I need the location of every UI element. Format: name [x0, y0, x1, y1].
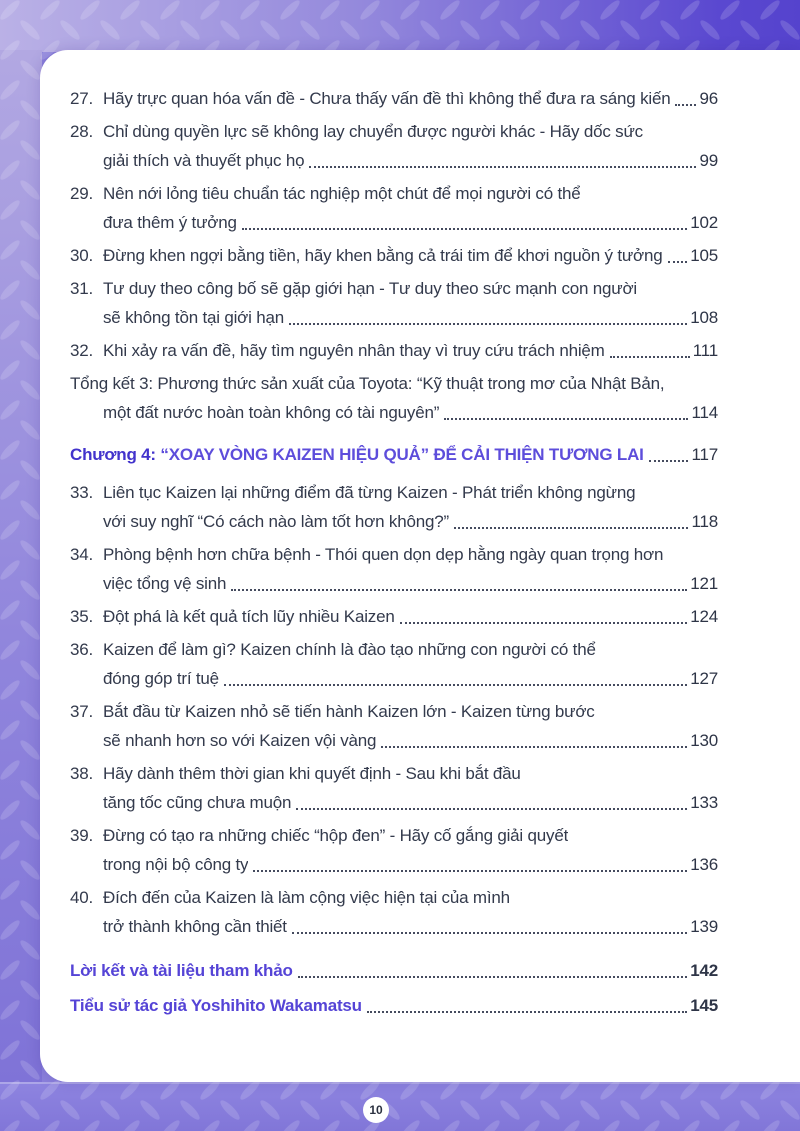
toc-page-number: 96: [699, 89, 718, 108]
dot-leader: [242, 228, 688, 230]
toc-page-number: 108: [690, 308, 718, 327]
toc-page-number: 145: [690, 996, 718, 1015]
toc-entry-line: Liên tục Kaizen lại những điểm đã từng Kaizen - Phát triển không ngừng: [103, 483, 636, 502]
toc-entry-number: 36.: [70, 640, 94, 659]
toc-entry-number: 30.: [70, 246, 94, 265]
dot-leader: [367, 1011, 687, 1013]
dot-leader: [296, 808, 687, 810]
dot-leader: [224, 684, 687, 686]
toc-entry: [70, 821, 718, 879]
toc-entry-line: Chỉ dùng quyền lực sẽ không lay chuyển được người khác - Hãy dốc sức: [103, 122, 643, 141]
toc-entry: [70, 117, 718, 175]
toc-entry-line: Tiểu sử tác giả Yoshihito Wakamatsu 145: [70, 991, 718, 1020]
toc-entry: [70, 274, 718, 332]
toc-page-number: 111: [692, 341, 718, 360]
toc-entry-line: việc tổng vệ sinh 121: [103, 569, 718, 598]
dot-leader: [610, 356, 690, 358]
toc-entry-line: đóng góp trí tuệ 127: [103, 664, 718, 693]
toc-entry-line: Kaizen để làm gì? Kaizen chính là đào tạo những con người có thể: [103, 640, 596, 659]
toc-page-number: 136: [690, 855, 718, 874]
toc-entry: [70, 179, 718, 237]
toc-entry-line: Tư duy theo công bố sẽ gặp giới hạn - Tư duy theo sức mạnh con người: [103, 279, 637, 298]
toc-entry: [70, 478, 718, 536]
toc-entry: [70, 759, 718, 817]
toc-entry-line: Hãy trực quan hóa vấn đề - Chưa thấy vấn đề thì không thể đưa ra sáng kiến 96: [103, 84, 718, 113]
toc-entry: [70, 241, 718, 270]
toc-entry-line: Tổng kết 3: Phương thức sản xuất của Toyota: “Kỹ thuật trong mơ của Nhật Bản,: [70, 374, 665, 393]
toc-page-number: 130: [690, 731, 718, 750]
dot-leader: [444, 418, 688, 420]
book-page: [40, 50, 800, 1082]
toc-entry-number: 29.: [70, 184, 94, 203]
dot-leader: [231, 589, 687, 591]
toc-entry-line: Lời kết và tài liệu tham khảo 142: [70, 956, 718, 985]
toc-entry-line: sẽ nhanh hơn so với Kaizen vội vàng 130: [103, 726, 718, 755]
toc-entry-line: sẽ không tồn tại giới hạn 108: [103, 303, 718, 332]
dot-leader: [298, 976, 688, 978]
toc-entry: [70, 369, 718, 427]
dot-leader: [675, 104, 696, 106]
toc-page-number: 114: [691, 403, 718, 422]
toc-page-number: 139: [690, 917, 718, 936]
toc-entry-number: 27.: [70, 89, 94, 108]
table-of-contents: [40, 50, 800, 1024]
toc-entry: [70, 84, 718, 113]
toc-page-number: 117: [691, 445, 718, 464]
toc-entry-number: 33.: [70, 483, 94, 502]
toc-entry-number: 37.: [70, 702, 94, 721]
toc-entry-line: Khi xảy ra vấn đề, hãy tìm nguyên nhân thay vì truy cứu trách nhiệm 111: [103, 336, 718, 365]
toc-entry-line: Đừng có tạo ra những chiếc “hộp đen” - Hãy cố gắng giải quyết: [103, 826, 569, 845]
toc-entry: [70, 956, 718, 985]
toc-page-number: 118: [691, 512, 718, 531]
toc-entry-line: Bắt đầu từ Kaizen nhỏ sẽ tiến hành Kaizen lớn - Kaizen từng bước: [103, 702, 595, 721]
toc-entry: [70, 883, 718, 941]
dot-leader: [454, 527, 689, 529]
toc-entry-line: Hãy dành thêm thời gian khi quyết định - Sau khi bắt đầu: [103, 764, 521, 783]
toc-entry-number: 28.: [70, 122, 94, 141]
toc-entry-line: [70, 440, 718, 469]
dot-leader: [668, 261, 688, 263]
toc-entry: [70, 635, 718, 693]
toc-entry: [70, 697, 718, 755]
chapter-label: Chương 4:: [70, 445, 161, 464]
toc-entry-line: trở thành không cần thiết 139: [103, 912, 718, 941]
toc-entry-number: 35.: [70, 607, 94, 626]
toc-page-number: 121: [690, 574, 718, 593]
toc-entry: [70, 540, 718, 598]
toc-page-number: 142: [690, 961, 718, 980]
toc-entry: [70, 991, 718, 1020]
toc-entry-line: Nên nới lỏng tiêu chuẩn tác nghiệp một chút để mọi người có thể: [103, 184, 581, 203]
toc-entry-number: 34.: [70, 545, 94, 564]
toc-page-number: 99: [699, 151, 718, 170]
toc-entry-line: đưa thêm ý tưởng 102: [103, 208, 718, 237]
toc-page-number: 105: [690, 246, 718, 265]
toc-entry-number: 31.: [70, 279, 94, 298]
toc-entry-number: 40.: [70, 888, 94, 907]
toc-entry-line: Đừng khen ngợi bằng tiền, hãy khen bằng cả trái tim để khơi nguồn ý tưởng 105: [103, 241, 718, 270]
toc-entry-line: Đột phá là kết quả tích lũy nhiều Kaizen 124: [103, 602, 718, 631]
toc-entry-line: với suy nghĩ “Có cách nào làm tốt hơn không?” 118: [103, 507, 718, 536]
dot-leader: [292, 932, 687, 934]
toc-entry: [70, 440, 718, 469]
toc-page-number: 127: [690, 669, 718, 688]
toc-entry-number: 32.: [70, 341, 94, 360]
chapter-title: “XOAY VÒNG KAIZEN HIỆU QUẢ” ĐỂ CẢI THIỆN TƯƠNG LAI: [160, 445, 644, 464]
toc-entry-number: 39.: [70, 826, 94, 845]
dot-leader: [309, 166, 696, 168]
toc-page-number: 133: [690, 793, 718, 812]
toc-entry-line: Đích đến của Kaizen là làm cộng việc hiện tại của mình: [103, 888, 510, 907]
dot-leader: [253, 870, 687, 872]
toc-entry: [70, 602, 718, 631]
toc-page-number: 102: [690, 213, 718, 232]
toc-entry-line: trong nội bộ công ty 136: [103, 850, 718, 879]
toc-entry-line: một đất nước hoàn toàn không có tài nguyên” 114: [103, 398, 718, 427]
dot-leader: [649, 460, 689, 462]
toc-entry-line: Phòng bệnh hơn chữa bệnh - Thói quen dọn dẹp hằng ngày quan trọng hơn: [103, 545, 664, 564]
dot-leader: [289, 323, 687, 325]
dot-leader: [381, 746, 687, 748]
toc-entry-line: giải thích và thuyết phục họ 99: [103, 146, 718, 175]
toc-page-number: 124: [690, 607, 718, 626]
page-number: 10: [369, 1103, 383, 1117]
toc-entry-line: tăng tốc cũng chưa muộn 133: [103, 788, 718, 817]
toc-entry: [70, 336, 718, 365]
page-number-badge: [363, 1097, 389, 1123]
toc-entry-number: 38.: [70, 764, 94, 783]
dot-leader: [400, 622, 688, 624]
